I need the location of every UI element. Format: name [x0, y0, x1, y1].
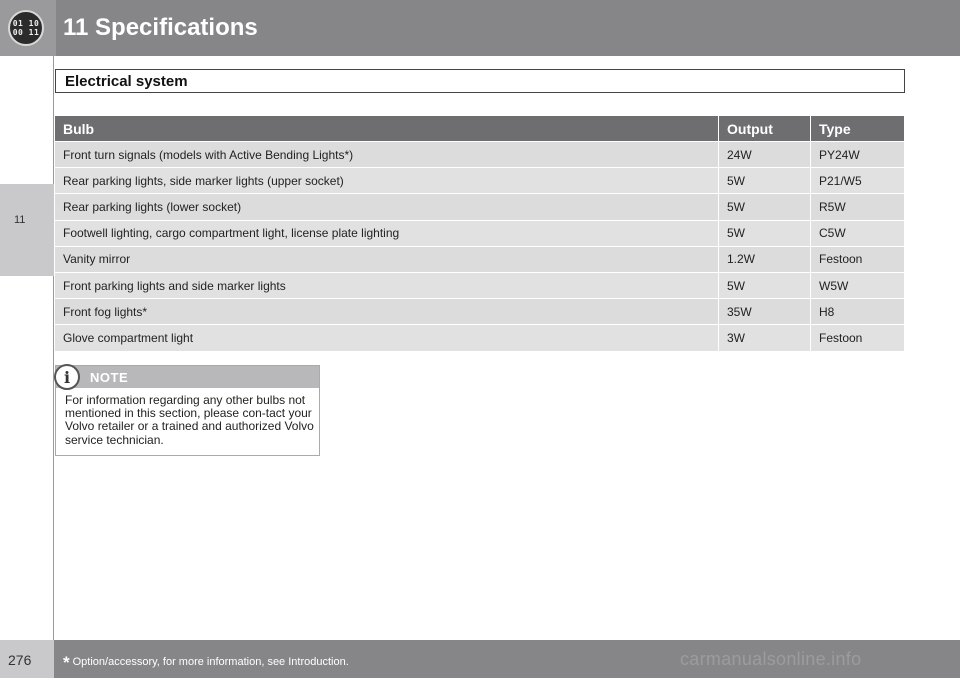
table-row [55, 193, 904, 219]
cell-output: 5W [719, 272, 811, 298]
note-header [56, 366, 319, 388]
chapter-side-tab [0, 184, 54, 276]
footnote [63, 653, 349, 673]
cell-output: 5W [719, 167, 811, 193]
chapter-header [0, 0, 960, 56]
cell-type: Festoon [811, 246, 904, 272]
note-box [55, 365, 320, 456]
margin-divider [53, 56, 54, 640]
chapter-title: 11 Specifications [63, 14, 258, 41]
cell-output: 35W [719, 298, 811, 324]
info-icon: i [54, 364, 80, 390]
watermark: carmanualsonline.info [680, 649, 862, 669]
cell-bulb: Glove compartment light [55, 324, 719, 350]
table-row [55, 246, 904, 272]
side-tab-label: 11 [14, 214, 26, 226]
cell-bulb: Footwell lighting, cargo compartment light, license plate lighting [55, 220, 719, 246]
cell-bulb: Vanity mirror [55, 246, 719, 272]
bulb-specifications-table [55, 116, 904, 351]
footnote-text: Option/accessory, for more information, see Introduction. [72, 656, 349, 668]
column-header-type: Type [811, 116, 904, 141]
cell-output: 5W [719, 220, 811, 246]
note-label: NOTE [90, 370, 129, 385]
cell-bulb: Front parking lights and side marker lights [55, 272, 719, 298]
page-footer [0, 640, 960, 678]
cell-type: W5W [811, 272, 904, 298]
table-row [55, 167, 904, 193]
column-header-output: Output [719, 116, 811, 141]
footnote-star: * [63, 653, 70, 672]
table-header-row [55, 116, 904, 141]
chapter-badge-icon [8, 10, 44, 46]
cell-type: P21/W5 [811, 167, 904, 193]
cell-bulb: Rear parking lights, side marker lights (upper socket) [55, 167, 719, 193]
table-row [55, 298, 904, 324]
section-title: Electrical system [65, 73, 188, 90]
cell-type: C5W [811, 220, 904, 246]
left-margin [0, 56, 54, 639]
table-row [55, 220, 904, 246]
table-row [55, 141, 904, 167]
cell-output: 1.2W [719, 246, 811, 272]
cell-type: Festoon [811, 324, 904, 350]
cell-type: R5W [811, 193, 904, 219]
cell-output: 3W [719, 324, 811, 350]
page-number: 276 [8, 652, 32, 668]
table-row [55, 272, 904, 298]
table-row [55, 324, 904, 350]
cell-output: 5W [719, 193, 811, 219]
page-number-box [0, 640, 54, 678]
cell-bulb: Front turn signals (models with Active Bending Lights*) [55, 141, 719, 167]
cell-output: 24W [719, 141, 811, 167]
cell-bulb: Rear parking lights (lower socket) [55, 193, 719, 219]
note-text: For information regarding any other bulbs not mentioned in this section, please con-tact your Volvo retailer or a trained and authorized Volvo service technician. [65, 393, 314, 447]
badge-text: 01 10 00 11 [12, 19, 40, 37]
column-header-bulb: Bulb [55, 116, 719, 141]
section-title-box [55, 69, 905, 93]
cell-type: H8 [811, 298, 904, 324]
cell-type: PY24W [811, 141, 904, 167]
cell-bulb: Front fog lights* [55, 298, 719, 324]
